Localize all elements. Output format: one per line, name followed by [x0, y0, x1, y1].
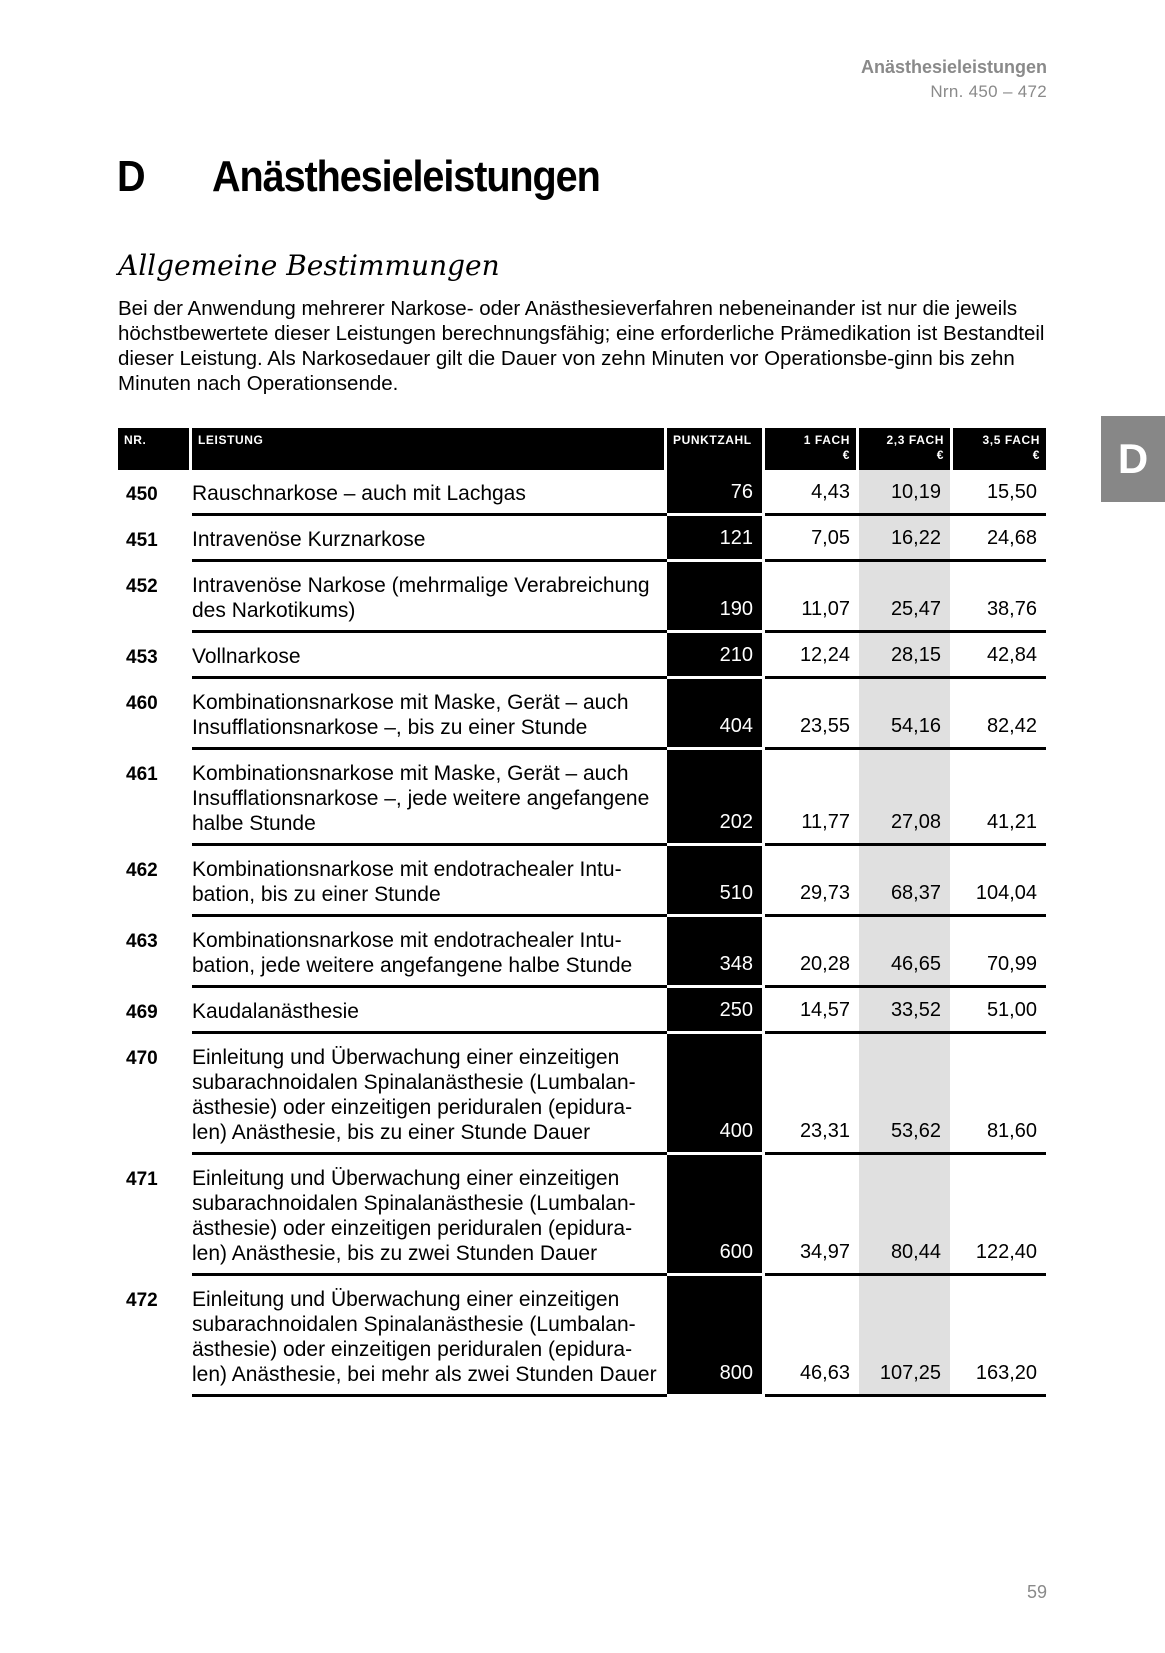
row-nr: 450	[126, 484, 158, 505]
header-fach-2-3-label: 2,3 FACH	[886, 433, 944, 447]
row-fach-1: 20,28	[765, 917, 859, 988]
table-row	[118, 917, 1048, 988]
row-fach-3-5: 41,21	[950, 750, 1046, 846]
row-fach-3-5: 70,99	[950, 917, 1046, 988]
row-fach-2-3: 16,22	[859, 516, 950, 562]
row-nr: 469	[126, 1002, 158, 1023]
row-fach-1: 7,05	[765, 516, 859, 562]
row-fach-3-5: 104,04	[950, 846, 1046, 917]
row-fach-1: 46,63	[765, 1276, 859, 1397]
header-fach-1-currency: €	[842, 448, 850, 462]
row-fach-3-5: 15,50	[950, 470, 1046, 516]
row-fach-3-5: 42,84	[950, 633, 1046, 679]
row-leistung: Kombinationsnarkose mit endotrachealer Intu-bation, bis zu einer Stunde	[192, 846, 667, 917]
table-row	[118, 470, 1048, 516]
header-leistung: LEISTUNG	[192, 428, 664, 470]
row-leistung: Intravenöse Kurznarkose	[192, 516, 667, 562]
row-nr: 462	[126, 860, 158, 881]
fee-table	[118, 428, 1048, 1397]
row-nr: 453	[126, 647, 158, 668]
row-fach-2-3: 53,62	[859, 1034, 950, 1155]
table-row	[118, 633, 1048, 679]
row-punktzahl: 800	[667, 1276, 762, 1397]
row-fach-1: 4,43	[765, 470, 859, 516]
running-head-title: Anästhesieleistungen	[860, 57, 1047, 77]
row-leistung: Vollnarkose	[192, 633, 667, 679]
row-fach-3-5: 81,60	[950, 1034, 1046, 1155]
table-row	[118, 1276, 1048, 1397]
row-punktzahl: 600	[667, 1155, 762, 1276]
row-fach-2-3: 46,65	[859, 917, 950, 988]
section-title: Allgemeine Bestimmungen	[118, 249, 500, 282]
header-fach-2-3	[859, 428, 950, 470]
row-leistung: Kombinationsnarkose mit endotrachealer Intu-bation, jede weitere angefangene halbe Stunde	[192, 917, 667, 988]
row-fach-1: 14,57	[765, 988, 859, 1034]
header-fach-3-5	[953, 428, 1046, 470]
row-fach-3-5: 163,20	[950, 1276, 1046, 1397]
row-nr: 470	[126, 1048, 158, 1069]
table-row	[118, 750, 1048, 846]
row-leistung: Einleitung und Überwachung einer einzeitigen subarachnoidalen Spinalanästhesie (Lumbalan-ästhesie) oder einzeitigen periduralen (epidura-len) Anästhesie, bis zu zwei Stunden Dauer	[192, 1155, 667, 1276]
header-fach-3-5-currency: €	[1032, 448, 1040, 462]
row-leistung: Kaudalanästhesie	[192, 988, 667, 1034]
row-nr: 452	[126, 576, 158, 597]
row-fach-1: 11,07	[765, 562, 859, 633]
row-fach-2-3: 107,25	[859, 1276, 950, 1397]
row-fach-3-5: 24,68	[950, 516, 1046, 562]
row-punktzahl: 121	[667, 516, 762, 562]
row-fach-1: 11,77	[765, 750, 859, 846]
header-fach-2-3-currency: €	[936, 448, 944, 462]
table-row	[118, 1155, 1048, 1276]
row-leistung: Einleitung und Überwachung einer einzeitigen subarachnoidalen Spinalanästhesie (Lumbalan-ästhesie) oder einzeitigen periduralen (epidura-len) Anästhesie, bei mehr als zwei Stunden Dauer	[192, 1276, 667, 1397]
row-fach-3-5: 82,42	[950, 679, 1046, 750]
table-header	[118, 428, 1048, 470]
chapter-name: Anästhesieleistungen	[212, 152, 600, 201]
header-fach-1	[765, 428, 856, 470]
row-nr: 472	[126, 1290, 158, 1311]
row-fach-1: 23,31	[765, 1034, 859, 1155]
table-row	[118, 679, 1048, 750]
row-fach-2-3: 80,44	[859, 1155, 950, 1276]
intro-paragraph: Bei der Anwendung mehrerer Narkose- oder Anästhesieverfahren nebeneinander ist nur die jeweils höchstbewertete dieser Leistungen berechnungsfähig; eine erforderliche Prämedikation ist Bestandteil dieser Leistung. Als Narkosedauer gilt die Dauer von zehn Minuten vor Operationsbe-ginn bis zehn Minuten nach Operationsende.	[118, 297, 1045, 395]
row-fach-2-3: 68,37	[859, 846, 950, 917]
page-number: 59	[1026, 1582, 1047, 1602]
row-fach-2-3: 33,52	[859, 988, 950, 1034]
chapter-side-tab: D	[1101, 416, 1165, 502]
row-punktzahl: 510	[667, 846, 762, 917]
row-leistung: Kombinationsnarkose mit Maske, Gerät – auch Insufflationsnarkose –, jede weitere angefangene halbe Stunde	[192, 750, 667, 846]
row-nr: 460	[126, 693, 158, 714]
row-fach-3-5: 51,00	[950, 988, 1046, 1034]
row-fach-2-3: 27,08	[859, 750, 950, 846]
row-nr: 471	[126, 1169, 158, 1190]
row-fach-3-5: 122,40	[950, 1155, 1046, 1276]
row-fach-1: 29,73	[765, 846, 859, 917]
table-row	[118, 516, 1048, 562]
row-leistung: Rauschnarkose – auch mit Lachgas	[192, 470, 667, 516]
table-row	[118, 1034, 1048, 1155]
header-fach-1-label: 1 FACH	[803, 433, 850, 447]
row-punktzahl: 404	[667, 679, 762, 750]
row-punktzahl: 76	[667, 470, 762, 516]
chapter-title	[117, 152, 643, 202]
row-fach-2-3: 28,15	[859, 633, 950, 679]
row-punktzahl: 190	[667, 562, 762, 633]
row-fach-2-3: 10,19	[859, 470, 950, 516]
table-row	[118, 988, 1048, 1034]
row-leistung: Kombinationsnarkose mit Maske, Gerät – auch Insufflationsnarkose –, bis zu einer Stunde	[192, 679, 667, 750]
row-punktzahl: 210	[667, 633, 762, 679]
running-head-range: Nrn. 450 – 472	[930, 82, 1047, 101]
row-fach-2-3: 54,16	[859, 679, 950, 750]
row-nr: 463	[126, 931, 158, 952]
row-punktzahl: 400	[667, 1034, 762, 1155]
chapter-letter: D	[117, 152, 146, 201]
row-punktzahl: 202	[667, 750, 762, 846]
row-fach-1: 34,97	[765, 1155, 859, 1276]
running-head	[861, 54, 1047, 104]
row-punktzahl: 348	[667, 917, 762, 988]
row-fach-1: 12,24	[765, 633, 859, 679]
row-nr: 451	[126, 530, 158, 551]
header-punktzahl: PUNKTZAHL	[667, 428, 762, 470]
row-punktzahl: 250	[667, 988, 762, 1034]
header-fach-3-5-label: 3,5 FACH	[982, 433, 1040, 447]
row-leistung: Intravenöse Narkose (mehrmalige Verabreichung des Narkotikums)	[192, 562, 667, 633]
table-row	[118, 562, 1048, 633]
table-row	[118, 846, 1048, 917]
row-leistung: Einleitung und Überwachung einer einzeitigen subarachnoidalen Spinalanästhesie (Lumbalan-ästhesie) oder einzeitigen periduralen (epidura-len) Anästhesie, bis zu einer Stunde Dauer	[192, 1034, 667, 1155]
row-fach-2-3: 25,47	[859, 562, 950, 633]
row-fach-1: 23,55	[765, 679, 859, 750]
header-nr: NR.	[118, 428, 189, 470]
row-nr: 461	[126, 764, 158, 785]
row-fach-3-5: 38,76	[950, 562, 1046, 633]
